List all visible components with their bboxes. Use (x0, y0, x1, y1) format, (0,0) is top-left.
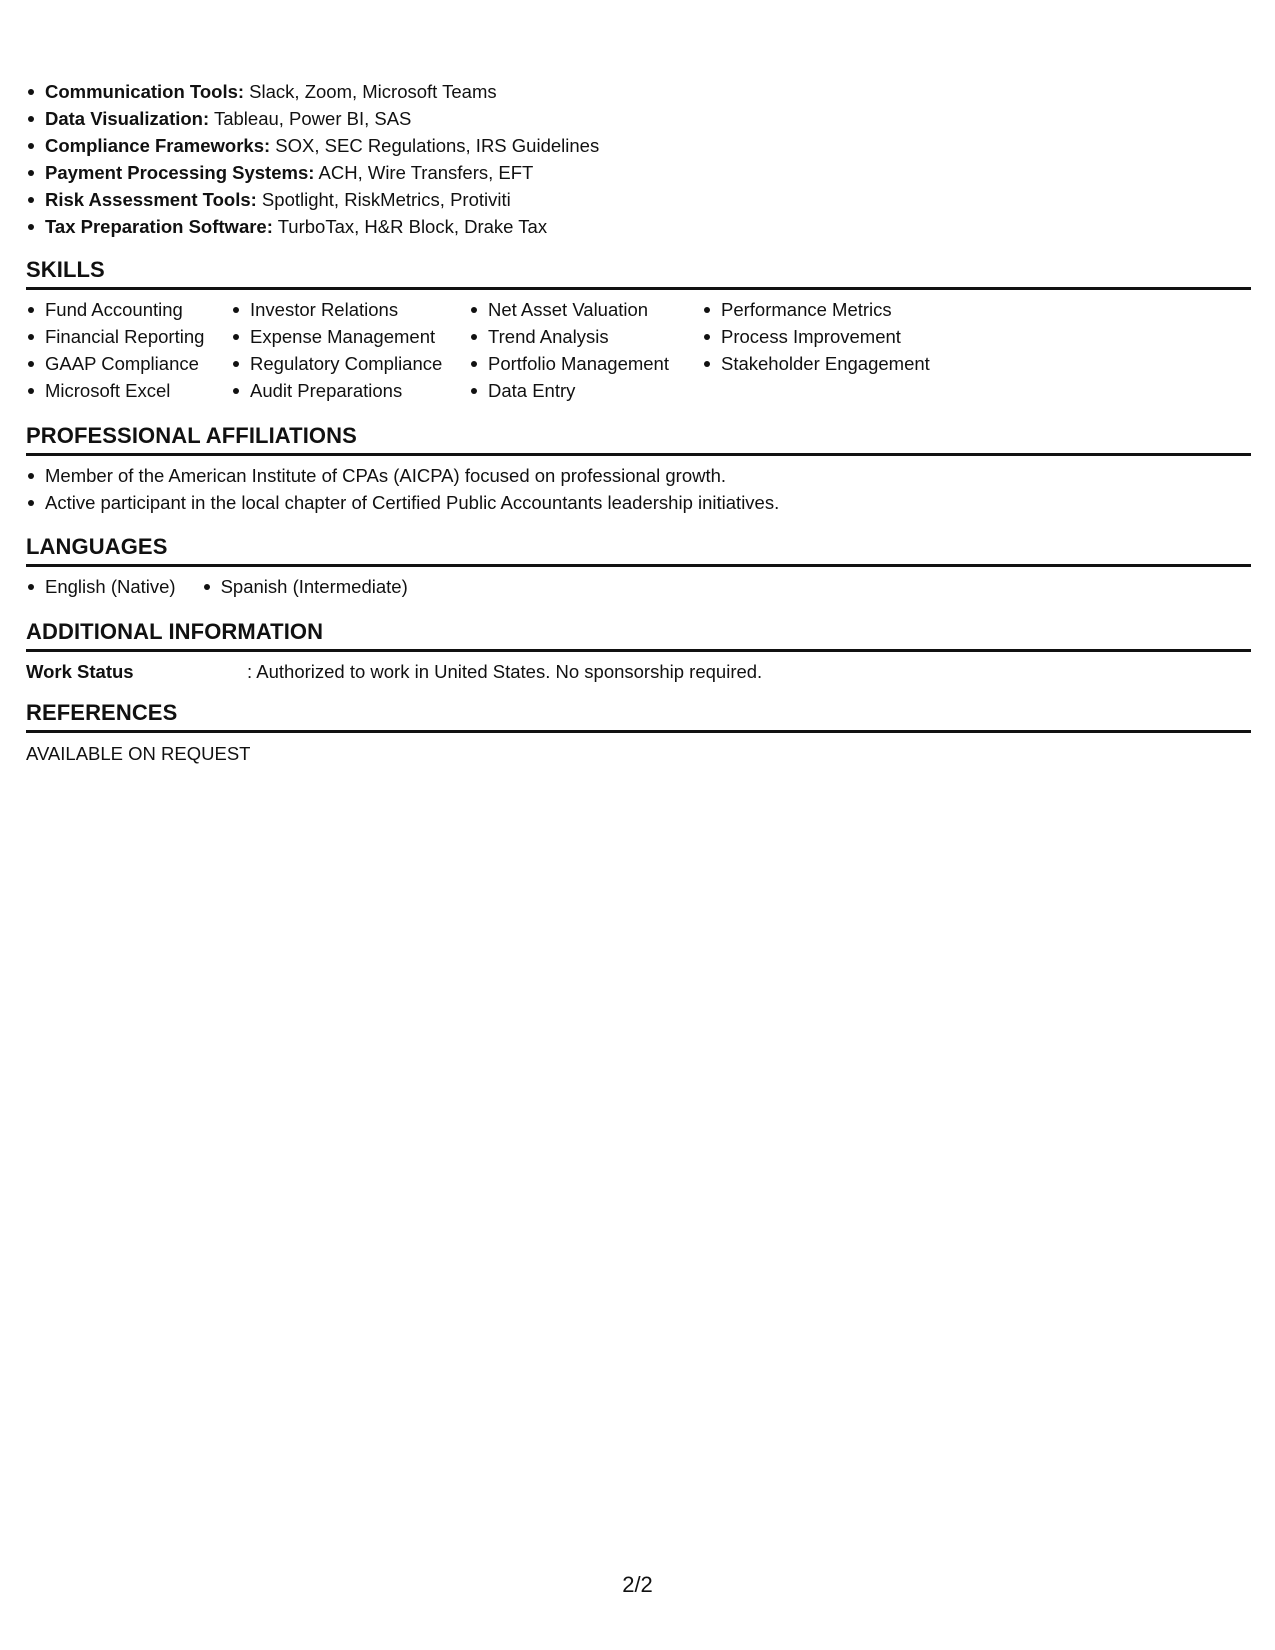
skill-item: Audit Preparations (231, 377, 469, 404)
affiliations-section (26, 421, 1251, 516)
tool-value: Tableau, Power BI, SAS (209, 108, 412, 129)
tool-item (26, 186, 1251, 213)
additional-info-section (26, 617, 1251, 685)
references-text: AVAILABLE ON REQUEST (26, 743, 251, 764)
work-status-value: : Authorized to work in United States. No sponsorship required. (247, 661, 763, 682)
tool-value: SOX, SEC Regulations, IRS Guidelines (270, 135, 600, 156)
tool-name: Tax Preparation Software: (45, 216, 273, 237)
skill-item: Performance Metrics (702, 296, 962, 323)
skills-section (26, 255, 1251, 404)
tool-name: Communication Tools: (45, 81, 245, 102)
skill-item: Trend Analysis (469, 323, 702, 350)
skill-item: GAAP Compliance (26, 350, 231, 377)
skills-column (702, 296, 962, 404)
skill-item: Process Improvement (702, 323, 962, 350)
languages-section (26, 532, 1251, 600)
references-section (26, 698, 1251, 767)
tool-name: Risk Assessment Tools: (45, 189, 257, 210)
skill-item: Fund Accounting (26, 296, 231, 323)
skill-item: Microsoft Excel (26, 377, 231, 404)
affiliation-item: Member of the American Institute of CPAs (AICPA) focused on professional growth. (26, 462, 1251, 489)
tool-item (26, 78, 1251, 105)
skill-item: Financial Reporting (26, 323, 231, 350)
work-status-row (26, 658, 1251, 685)
skill-item: Investor Relations (231, 296, 469, 323)
skill-item: Net Asset Valuation (469, 296, 702, 323)
skills-column (469, 296, 702, 404)
section-divider (26, 730, 1251, 733)
section-divider (26, 453, 1251, 456)
section-title: SKILLS (26, 257, 105, 282)
skills-column (231, 296, 469, 404)
affiliation-item: Active participant in the local chapter of Certified Public Accountants leadership initiatives. (26, 489, 1251, 516)
affiliations-list (26, 462, 1251, 516)
skill-item: Portfolio Management (469, 350, 702, 377)
section-divider (26, 649, 1251, 652)
skill-item: Regulatory Compliance (231, 350, 469, 377)
languages-list (26, 573, 1251, 600)
skill-item: Data Entry (469, 377, 702, 404)
skills-column (26, 296, 231, 404)
tool-item (26, 132, 1251, 159)
section-divider (26, 564, 1251, 567)
section-title: ADDITIONAL INFORMATION (26, 619, 324, 644)
section-title: LANGUAGES (26, 534, 168, 559)
tools-list (26, 78, 1251, 240)
tool-name: Payment Processing Systems: (45, 162, 315, 183)
tool-name: Compliance Frameworks: (45, 135, 271, 156)
tool-item (26, 213, 1251, 240)
skill-item: Expense Management (231, 323, 469, 350)
tool-value: TurboTax, H&R Block, Drake Tax (272, 216, 548, 237)
tool-item (26, 159, 1251, 186)
tool-value: ACH, Wire Transfers, EFT (314, 162, 534, 183)
work-status-label: Work Status (26, 661, 134, 682)
skills-grid (26, 296, 1251, 404)
section-title: REFERENCES (26, 700, 178, 725)
tool-item (26, 105, 1251, 132)
resume-page (26, 0, 1251, 1650)
section-title: PROFESSIONAL AFFILIATIONS (26, 423, 357, 448)
tool-value: Slack, Zoom, Microsoft Teams (244, 81, 497, 102)
page-number: 2/2 (622, 1572, 653, 1597)
language-item: English (Native) (26, 573, 176, 600)
skill-item: Stakeholder Engagement (702, 350, 962, 377)
tool-name: Data Visualization: (45, 108, 210, 129)
section-divider (26, 287, 1251, 290)
language-item: Spanish (Intermediate) (202, 573, 408, 600)
tool-value: Spotlight, RiskMetrics, Protiviti (256, 189, 511, 210)
